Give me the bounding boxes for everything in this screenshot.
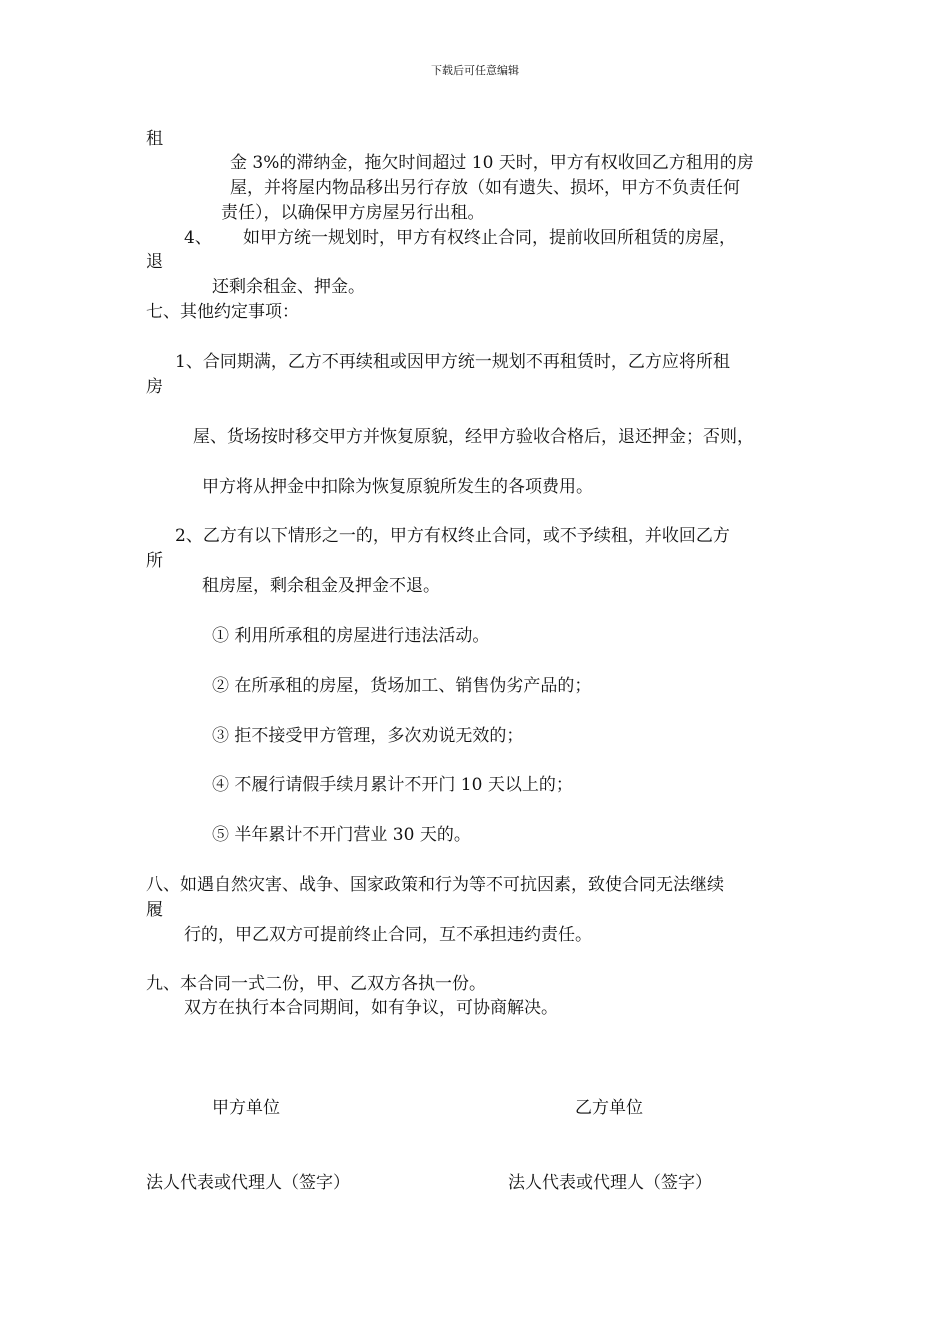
paragraph-line: 屋，并将屋内物品移出另行存放（如有遗失、损坏，甲方不负责任何 <box>230 178 740 198</box>
paragraph-line: 责任），以确保甲方房屋另行出租。 <box>221 203 485 223</box>
paragraph-line: 1、合同期满，乙方不再续租或因甲方统一规划不再租赁时，乙方应将所租 <box>175 352 730 372</box>
paragraph-line: 屋、货场按时移交甲方并恢复原貌，经甲方验收合格后，退还押金；否则， <box>193 427 754 447</box>
wrapped-char: 租 <box>146 129 163 149</box>
list-item: ② 在所承租的房屋，货场加工、销售伪劣产品的； <box>212 676 592 696</box>
list-item: ④ 不履行请假手续月累计不开门 10 天以上的； <box>212 775 573 795</box>
paragraph-line: 金 3%的滞纳金，拖欠时间超过 10 天时，甲方有权收回乙方租用的房 <box>230 153 754 173</box>
paragraph-line: 如甲方统一规划时，甲方有权终止合同，提前收回所租赁的房屋， <box>243 228 736 248</box>
paragraph-line: 甲方将从押金中扣除为恢复原貌所发生的各项费用。 <box>202 477 593 497</box>
page-header: 下载后可任意编辑 <box>431 64 519 77</box>
paragraph-line: 双方在执行本合同期间，如有争议，可协商解决。 <box>184 998 558 1018</box>
section-title: 七、其他约定事项： <box>146 302 299 322</box>
item-number: 4、 <box>184 228 212 248</box>
wrapped-char: 房 <box>146 377 163 397</box>
party-a-representative: 法人代表或代理人（签字） <box>146 1173 350 1193</box>
paragraph-line: 2、乙方有以下情形之一的，甲方有权终止合同，或不予续租，并收回乙方 <box>175 526 730 546</box>
list-item: ③ 拒不接受甲方管理，多次劝说无效的； <box>212 726 524 746</box>
party-b-representative: 法人代表或代理人（签字） <box>508 1173 712 1193</box>
paragraph-line: 八、如遇自然灾害、战争、国家政策和行为等不可抗因素，致使合同无法继续 <box>146 875 724 895</box>
wrapped-char: 所 <box>146 551 163 571</box>
party-a-label: 甲方单位 <box>212 1098 280 1118</box>
wrapped-char: 履 <box>146 900 163 920</box>
list-item: ⑤ 半年累计不开门营业 30 天的。 <box>212 825 471 845</box>
paragraph-line: 九、本合同一式二份，甲、乙双方各执一份。 <box>146 974 486 994</box>
wrapped-char: 退 <box>146 252 163 272</box>
list-item: ① 利用所承租的房屋进行违法活动。 <box>212 626 490 646</box>
paragraph-line: 还剩余租金、押金。 <box>212 277 365 297</box>
party-b-label: 乙方单位 <box>575 1098 643 1118</box>
paragraph-line: 行的，甲乙双方可提前终止合同，互不承担违约责任。 <box>184 925 592 945</box>
paragraph-line: 租房屋，剩余租金及押金不退。 <box>202 576 440 596</box>
